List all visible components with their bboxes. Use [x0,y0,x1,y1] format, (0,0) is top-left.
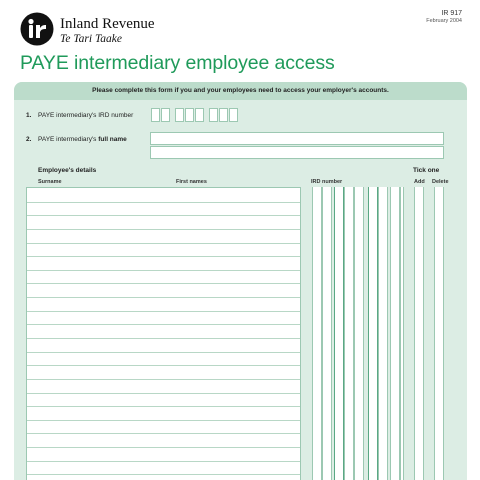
inland-revenue-logo-icon [20,12,54,46]
row-separator [27,379,300,380]
org-name: Inland Revenue [60,16,155,32]
ird-digit-box[interactable] [161,108,170,122]
row-separator [27,243,300,244]
full-name-field-line-2[interactable] [150,146,444,159]
row-separator [27,433,300,434]
ird-digit-box[interactable] [219,108,228,122]
row-separator [27,229,300,230]
row-separator [27,256,300,257]
org-maori-name: Te Tari Taake [60,33,123,45]
question-2-label-bold: full name [98,136,127,143]
employee-details-heading: Employee's details [38,167,97,174]
ird-digit-box[interactable] [209,108,218,122]
full-name-field-line-1[interactable] [150,132,444,145]
row-separator [27,365,300,366]
ird-digit-column[interactable] [322,187,332,480]
ird-digit-box[interactable] [229,108,238,122]
question-1-number: 1. [26,112,32,119]
column-surname: Surname [38,179,62,185]
form-date: February 2004 [426,18,462,24]
ird-digit-column[interactable] [400,187,404,480]
delete-tick-column[interactable] [434,187,444,480]
ird-digit-column[interactable] [378,187,388,480]
tick-one-heading: Tick one [413,167,440,174]
row-separator [27,270,300,271]
row-separator [27,352,300,353]
row-separator [27,202,300,203]
row-separator [27,461,300,462]
row-separator [27,474,300,475]
ird-digit-column[interactable] [312,187,322,480]
ird-digit-column[interactable] [368,187,378,480]
ird-digit-column[interactable] [344,187,354,480]
question-2-label-prefix: PAYE intermediary's [38,136,99,143]
page-title: PAYE intermediary employee access [20,52,335,74]
row-separator [27,406,300,407]
column-ird-number: IRD number [311,179,343,185]
ird-digit-box[interactable] [175,108,184,122]
ird-digit-column[interactable] [354,187,364,480]
ird-digit-column[interactable] [334,187,344,480]
column-first-names: First names [176,179,207,185]
row-separator [27,338,300,339]
question-2-number: 2. [26,136,32,143]
employee-name-rows[interactable] [26,187,301,480]
row-separator [27,420,300,421]
instruction-text: Please complete this form if you and your employees need to access your employer's accounts. [92,87,389,94]
row-separator [27,297,300,298]
question-2-label [38,136,127,143]
question-1-label: PAYE intermediary's IRD number [38,112,134,119]
row-separator [27,324,300,325]
ird-digit-column[interactable] [390,187,400,480]
column-delete: Delete [432,179,449,185]
add-tick-column[interactable] [414,187,424,480]
ird-digit-box[interactable] [185,108,194,122]
row-separator [27,393,300,394]
row-separator [27,311,300,312]
row-separator [27,447,300,448]
row-separator [27,283,300,284]
form-code: IR 917 [441,10,462,17]
column-add: Add [414,179,425,185]
ird-digit-box[interactable] [151,108,160,122]
row-separator [27,215,300,216]
ird-digit-box[interactable] [195,108,204,122]
